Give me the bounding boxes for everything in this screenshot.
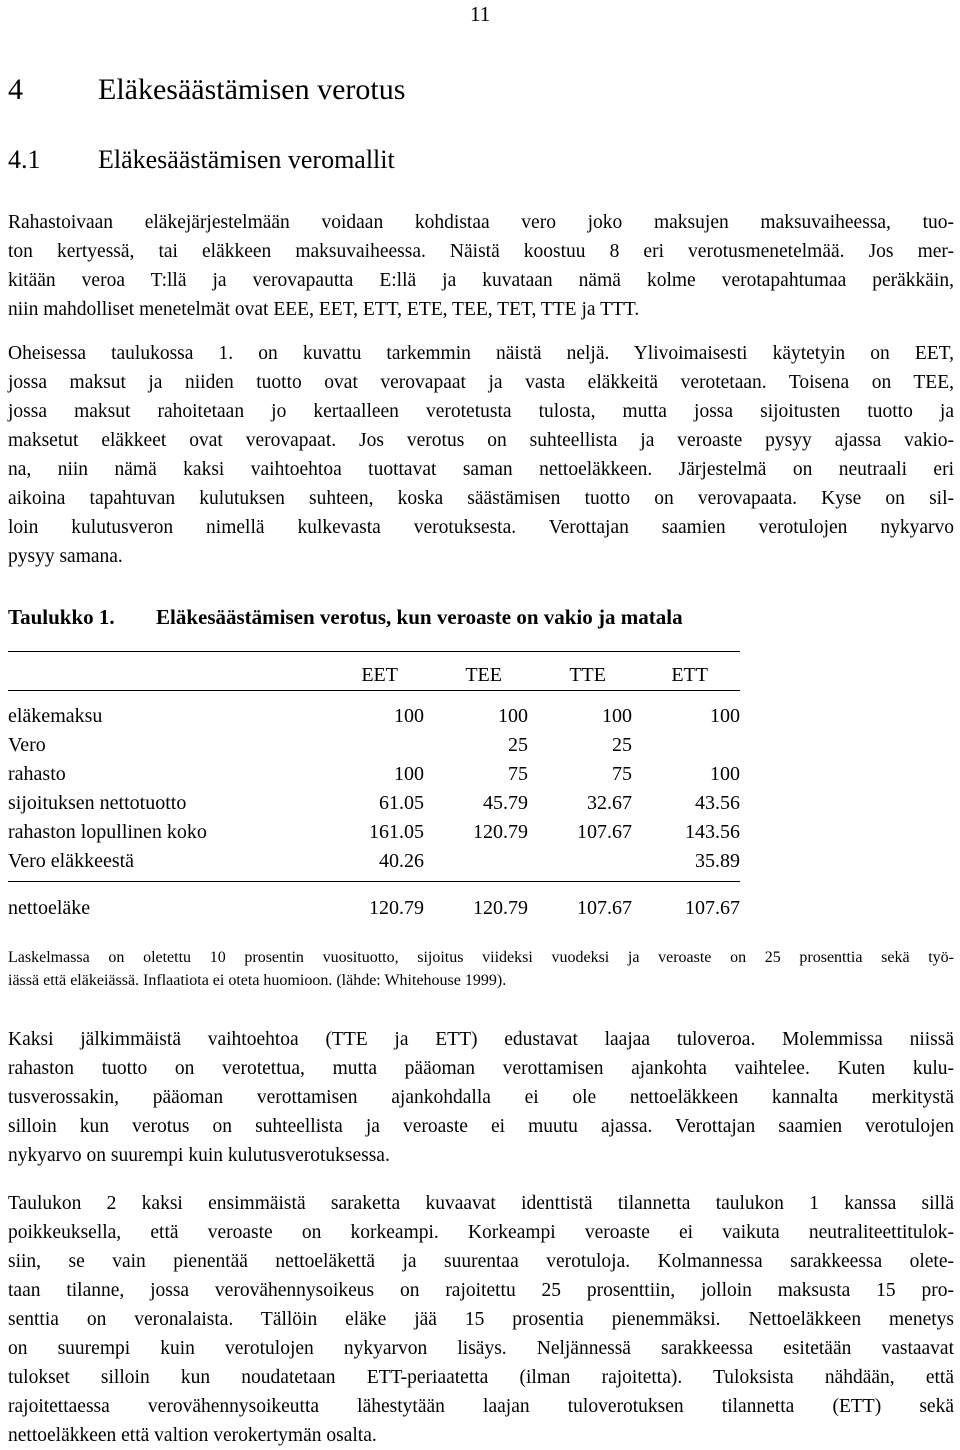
table-cell: 45.79 xyxy=(483,792,528,814)
table-row xyxy=(8,818,740,847)
table-cell: 43.56 xyxy=(695,792,740,814)
table-header-row xyxy=(8,660,740,690)
table-header-blank xyxy=(8,660,320,690)
paragraph-line: kitään veroa T:llä ja verovapautta E:llä ja kuvataan nämä kolme verotapahtumaa peräkkäin, xyxy=(8,270,954,291)
table-caption-label: Taulukko 1. xyxy=(8,605,115,629)
chapter-heading xyxy=(8,73,405,107)
table-cell xyxy=(632,731,740,760)
table-cell: 143.56 xyxy=(685,821,740,843)
table-caption-title: Eläkesäästämisen verotus, kun veroaste on vakio ja matala xyxy=(156,605,683,629)
table-cell: 40.26 xyxy=(379,850,424,872)
paragraph-line: Taulukon 2 kaksi ensimmäistä saraketta kuvaavat identtistä tilannetta taulukon 1 kanssa sillä xyxy=(8,1193,954,1214)
total-cell: 120.79 xyxy=(369,897,424,919)
paragraph-line: niin mahdolliset menetelmät ovat EEE, EET, ETT, ETE, TEE, TET, TTE ja TTT. xyxy=(8,299,640,320)
section-number: 4.1 xyxy=(8,145,41,174)
table-cell xyxy=(424,847,528,876)
chapter-title: Eläkesäästämisen verotus xyxy=(98,73,406,106)
row-label: eläkemaksu xyxy=(8,705,103,727)
paragraph-line: rajoitettaessa verovähennysoikeutta lähestytään laajan tuloverotuksen tilannetta (ETT) sekä xyxy=(8,1396,954,1417)
paragraph-line: nykyarvo on suurempi kuin kulutusverotuksessa. xyxy=(8,1145,390,1166)
paragraph-2 xyxy=(8,339,954,571)
paragraph-line: silloin kun verotus on suhteellista ja veroaste ei muutu ajassa. Verottajan saamien verotulojen xyxy=(8,1116,954,1137)
column-header: TEE xyxy=(465,663,502,686)
table-total-row xyxy=(8,894,740,923)
row-label: sijoituksen nettotuotto xyxy=(8,792,187,814)
table-cell: 75 xyxy=(612,763,632,785)
paragraph-line: jossa maksut rahoitetaan jo kertaalleen verotetusta tulosta, mutta jossa sijoitusten tuotto ja xyxy=(8,401,954,422)
table-row xyxy=(8,789,740,818)
row-label: Vero xyxy=(8,734,46,756)
total-cell: 107.67 xyxy=(685,897,740,919)
paragraph-line: tulokset silloin kun noudatetaan ETT-periaatetta (ilman rajoitetta). Tuloksista nähdään, että xyxy=(8,1367,954,1388)
table-cell: 100 xyxy=(394,763,424,785)
table-cell: 25 xyxy=(612,734,632,756)
paragraph-line: ton kertyessä, tai eläkkeen maksuvaiheessa. Näistä koostuu 8 eri verotusmenetelmää. Jos mer- xyxy=(8,241,954,262)
table-cell: 161.05 xyxy=(369,821,424,843)
paragraph-line: rahaston tuotto on verotettua, mutta pääoman verottamisen ajankohta vaihtelee. Kuten kulu- xyxy=(8,1058,954,1079)
total-cell: 107.67 xyxy=(577,897,632,919)
table-row xyxy=(8,847,740,876)
page-number: 11 xyxy=(470,2,491,26)
paragraph-line: maksetut eläkkeet ovat verovapaat. Jos verotus on suhteellista ja veroaste pysyy ajassa vakio- xyxy=(8,430,954,451)
section-title: Eläkesäästämisen veromallit xyxy=(98,145,395,174)
paragraph-line: loin kulutusveron nimellä kulkevasta verotuksesta. Verottajan saamien verotulojen nykyarvo xyxy=(8,517,954,538)
total-label: nettoeläke xyxy=(8,897,91,919)
table-cell: 100 xyxy=(710,705,740,727)
table-cell: 100 xyxy=(602,705,632,727)
row-label: rahasto xyxy=(8,763,66,785)
table-cell: 100 xyxy=(394,705,424,727)
table-cell: 75 xyxy=(508,763,528,785)
footnote-line: iässä että eläkeiässä. Inflaatiota ei oteta huomioon. (lähde: Whitehouse 1999). xyxy=(8,972,507,989)
footnote-line: Laskelmassa on oletettu 10 prosentin vuosituotto, sijoitus viideksi vuodeksi ja veroaste on 25 prosenttia sekä työ- xyxy=(8,949,954,966)
paragraph-3 xyxy=(8,1025,954,1170)
table-cell: 35.89 xyxy=(695,850,740,872)
paragraph-line: Rahastoivaan eläkejärjestelmään voidaan kohdistaa vero joko maksujen maksuvaiheessa, tuo- xyxy=(8,212,954,233)
table-cell xyxy=(320,731,424,760)
table-caption xyxy=(8,605,683,630)
table-top-rule xyxy=(8,651,740,652)
column-header: ETT xyxy=(671,663,708,686)
section-heading xyxy=(8,145,395,175)
paragraph-line: senttia on veronalaista. Tällöin eläke jää 15 prosentia pienemmäksi. Nettoeläkkeen menetys xyxy=(8,1309,954,1330)
tax-model-table xyxy=(8,660,740,923)
paragraph-line: pysyy samana. xyxy=(8,546,123,567)
paragraph-line: Kaksi jälkimmäistä vaihtoehtoa (TTE ja ETT) edustavat laajaa tuloveroa. Molemmissa niissä xyxy=(8,1029,954,1050)
table-row xyxy=(8,731,740,760)
paragraph-4 xyxy=(8,1189,954,1450)
paragraph-line: on suurempi kuin verotulojen nykyarvon lisäys. Neljännessä sarakkeessa esitetään vastaavat xyxy=(8,1338,954,1359)
paragraph-line: jossa maksut ja niiden tuotto ovat verovapaat ja vasta eläkkeitä verotetaan. Toisena on TEE, xyxy=(8,372,954,393)
paragraph-line: aikoina tapahtuvan kulutuksen suhteen, koska säästämisen tuotto on verovapaata. Kyse on sil- xyxy=(8,488,954,509)
column-header: EET xyxy=(361,663,398,686)
chapter-number: 4 xyxy=(8,73,23,106)
total-cell: 120.79 xyxy=(473,897,528,919)
paragraph-line: nettoeläkkeen että valtion verokertymän osalta. xyxy=(8,1425,377,1446)
paragraph-line: taan tilanne, jossa verovähennysoikeus on rajoitettu 25 prosenttiin, jolloin maksusta 15 pro- xyxy=(8,1280,954,1301)
paragraph-line: siin, se vain pienentää nettoeläkettä ja suurentaa verotuloja. Kolmannessa sarakkeessa olete- xyxy=(8,1251,954,1272)
paragraph-line: tusverossakin, pääoman verottamisen ajankohdalla ei ole nettoeläkkeen kannalta merkitystä xyxy=(8,1087,954,1108)
column-header: TTE xyxy=(569,663,606,686)
table-cell: 120.79 xyxy=(473,821,528,843)
table-footnote xyxy=(8,946,954,992)
table-cell: 100 xyxy=(498,705,528,727)
table-row xyxy=(8,702,740,731)
row-label: Vero eläkkeestä xyxy=(8,850,135,872)
table-cell: 61.05 xyxy=(379,792,424,814)
table-cell xyxy=(528,847,632,876)
table-cell: 32.67 xyxy=(587,792,632,814)
paragraph-1 xyxy=(8,208,954,324)
paragraph-line: poikkeuksella, että veroaste on korkeampi. Korkeampi veroaste ei vaikuta neutraliteettitulok- xyxy=(8,1222,954,1243)
table-cell: 107.67 xyxy=(577,821,632,843)
row-label: rahaston lopullinen koko xyxy=(8,821,207,843)
table-cell: 100 xyxy=(710,763,740,785)
paragraph-line: na, niin nämä kaksi vaihtoehtoa tuottavat saman nettoeläkkeen. Järjestelmä on neutraali eri xyxy=(8,459,954,480)
table-row xyxy=(8,760,740,789)
paragraph-line: Oheisessa taulukossa 1. on kuvattu tarkemmin näistä neljä. Ylivoimaisesti käytetyin on EET, xyxy=(8,343,954,364)
table-cell: 25 xyxy=(508,734,528,756)
